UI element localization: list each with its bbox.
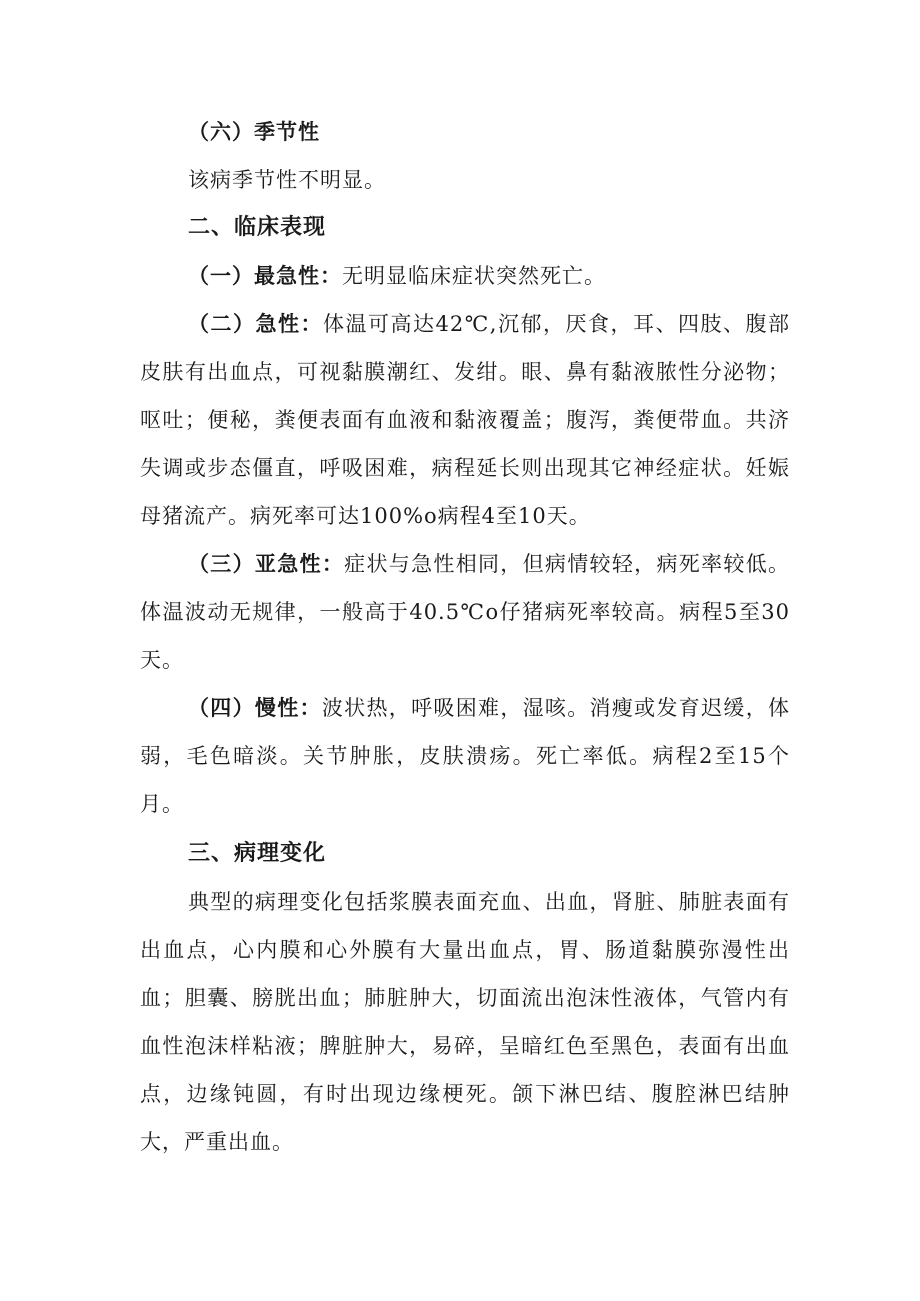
clinical-item-text: 症状与急性相同，但病情较轻，病死率较低。体温波动无规律，一般高于40.5℃o仔猪病死率较高。病程5至30天。 bbox=[140, 552, 791, 672]
clinical-item-lead: （一）最急性： bbox=[188, 264, 342, 288]
clinical-item-peracute bbox=[140, 252, 790, 300]
clinical-item-acute bbox=[140, 300, 790, 540]
clinical-item-text: 波状热，呼吸困难，湿咳。消瘦或发育迟缓，体弱，毛色暗淡。关节肿胀，皮肤溃疡。死亡率低。病程2至15个月。 bbox=[140, 696, 791, 816]
clinical-item-chronic bbox=[140, 684, 790, 828]
seasonality-heading: （六）季节性 bbox=[188, 120, 320, 144]
clinical-heading: 二、临床表现 bbox=[188, 215, 327, 240]
pathology-text: 典型的病理变化包括浆膜表面充血、出血，肾脏、肺脏表面有出血点，心内膜和心外膜有大量出血点，胃、肠道黏膜弥漫性出血；胆囊、膀胱出血；肺脏肿大，切面流出泡沫性液体，气管内有血性泡沫样粘液；脾脏肿大，易碎，呈暗红色至黑色，表面有出血点，边缘钝圆，有时出现边缘梗死。颌下淋巴结、腹腔淋巴结肿大，严重出血。 bbox=[140, 890, 790, 1154]
seasonality-body bbox=[140, 156, 790, 204]
clinical-item-lead: （四）慢性： bbox=[188, 696, 322, 720]
clinical-item-lead: （二）急性： bbox=[188, 312, 324, 336]
pathology-body bbox=[140, 878, 790, 1166]
clinical-item-text: 体温可高达42℃,沉郁，厌食，耳、四肢、腹部皮肤有出血点，可视黏膜潮红、发绀。眼、鼻有黏液脓性分泌物；呕吐；便秘，粪便表面有血液和黏液覆盖；腹泻，粪便带血。共济失调或步态僵直，呼吸困难，病程延长则出现其它神经症状。妊娠母猪流产。病死率可达100%o病程4至10天。 bbox=[140, 312, 791, 528]
clinical-item-lead: （三）亚急性： bbox=[188, 552, 345, 576]
clinical-item-text: 无明显临床症状突然死亡。 bbox=[342, 264, 606, 288]
pathology-heading: 三、病理变化 bbox=[188, 841, 327, 866]
seasonality-text: 该病季节性不明显。 bbox=[188, 168, 386, 192]
clinical-item-subacute bbox=[140, 540, 790, 684]
